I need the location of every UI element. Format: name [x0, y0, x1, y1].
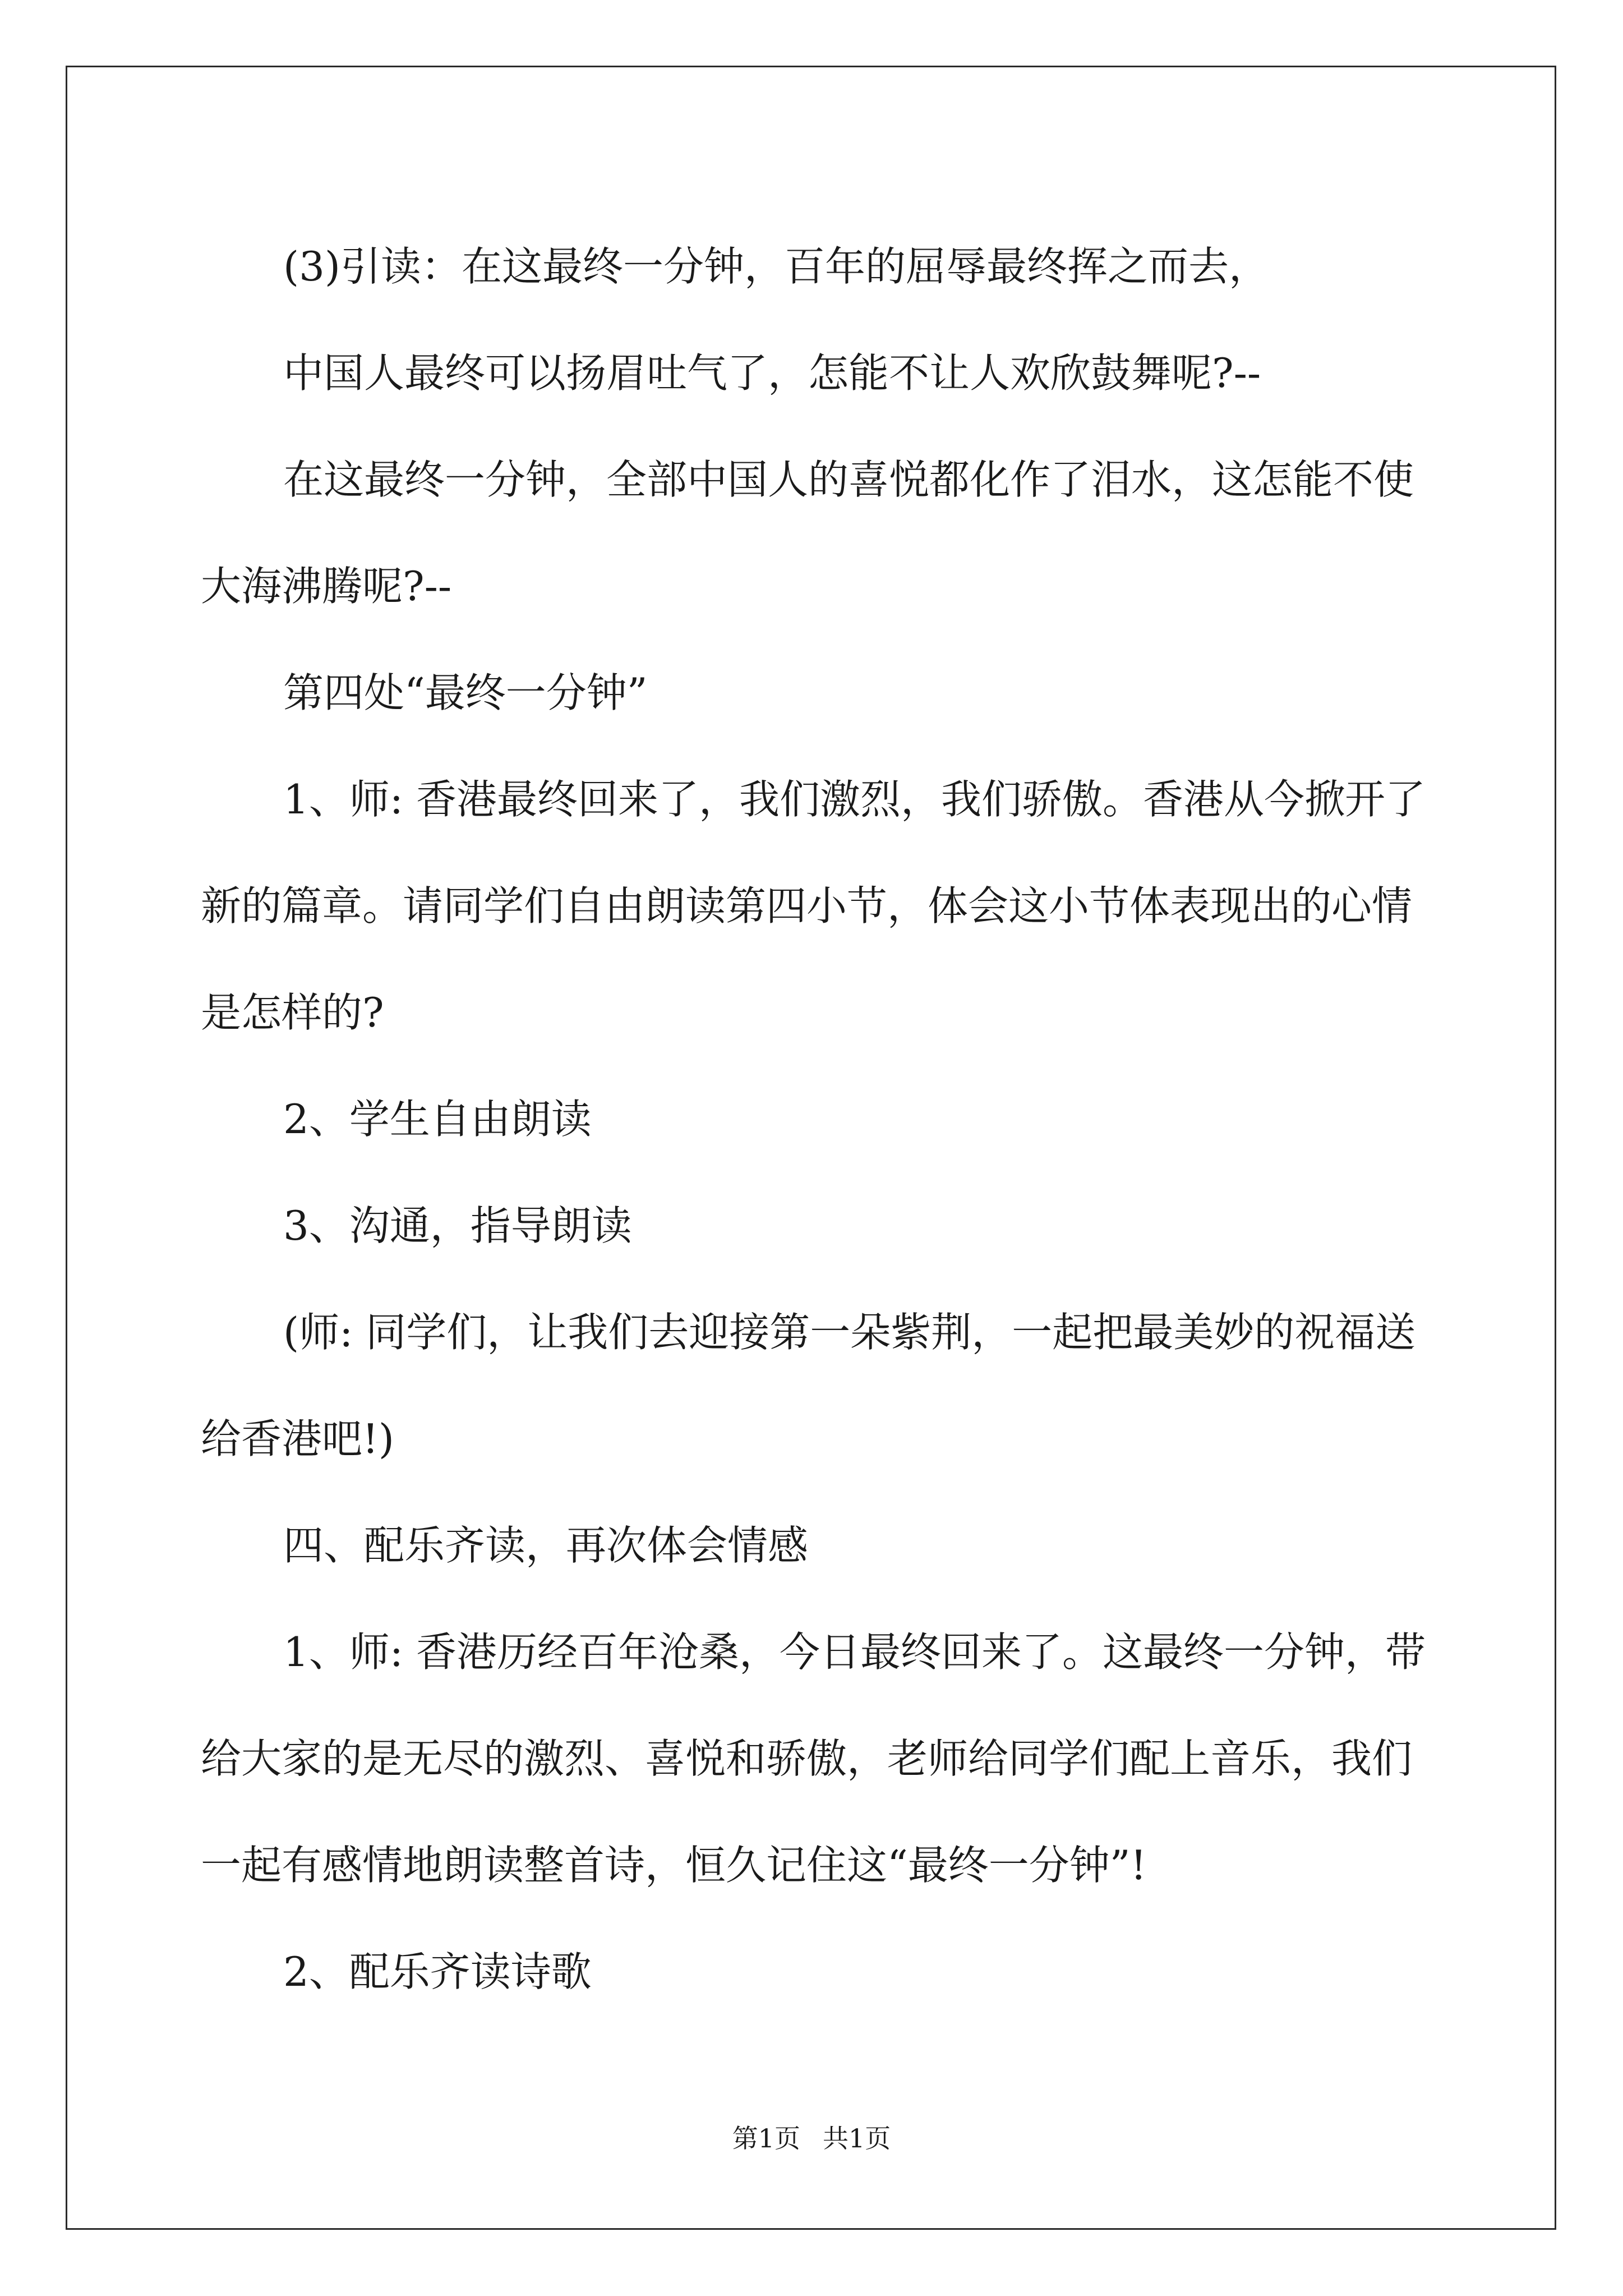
paragraph-line: 2、学生自由朗读	[283, 1096, 592, 1143]
paragraph-line: 中国人最终可以扬眉吐气了，怎能不让人欢欣鼓舞呢?--	[283, 349, 1261, 397]
page-footer	[0, 2122, 1623, 2155]
page-number-current: 第1页	[732, 2123, 800, 2154]
paragraph-line: (3)引读：在这最终一分钟，百年的屈辱最终挥之而去，	[283, 243, 1269, 290]
paragraph-line: 给香港吧!)	[201, 1415, 395, 1462]
document-body	[201, 213, 1435, 2025]
paragraph-line: (师: 同学们，让我们去迎接第一朵紫荆，一起把最美妙的祝福送	[283, 1309, 1416, 1356]
paragraph-line: 新的篇章。请同学们自由朗读第四小节，体会这小节体表现出的心情	[201, 882, 1413, 930]
paragraph-line: 在这最终一分钟，全部中国人的喜悦都化作了泪水，这怎能不使	[283, 456, 1414, 503]
section-heading: 第四处“最终一分钟”	[283, 669, 648, 716]
paragraph-line: 2、配乐齐读诗歌	[283, 1948, 592, 1995]
paragraph-line: 3、沟通，指导朗读	[283, 1202, 632, 1249]
paragraph-line: 1、师: 香港历经百年沧桑，今日最终回来了。这最终一分钟，带	[283, 1628, 1426, 1676]
paragraph-line: 给大家的是无尽的激烈、喜悦和骄傲，老师给同学们配上音乐，我们	[201, 1735, 1413, 1782]
page-number-total: 共1页	[823, 2123, 891, 2154]
paragraph-line: 1、师: 香港最终回来了，我们激烈，我们骄傲。香港从今掀开了	[283, 776, 1426, 823]
paragraph-line: 大海沸腾呢?--	[201, 563, 452, 610]
section-heading: 四、配乐齐读，再次体会情感	[283, 1522, 809, 1569]
paragraph-line: 一起有感情地朗读整首诗，恒久记住这“最终一分钟”!	[201, 1842, 1147, 1889]
paragraph-line: 是怎样的?	[201, 989, 384, 1036]
